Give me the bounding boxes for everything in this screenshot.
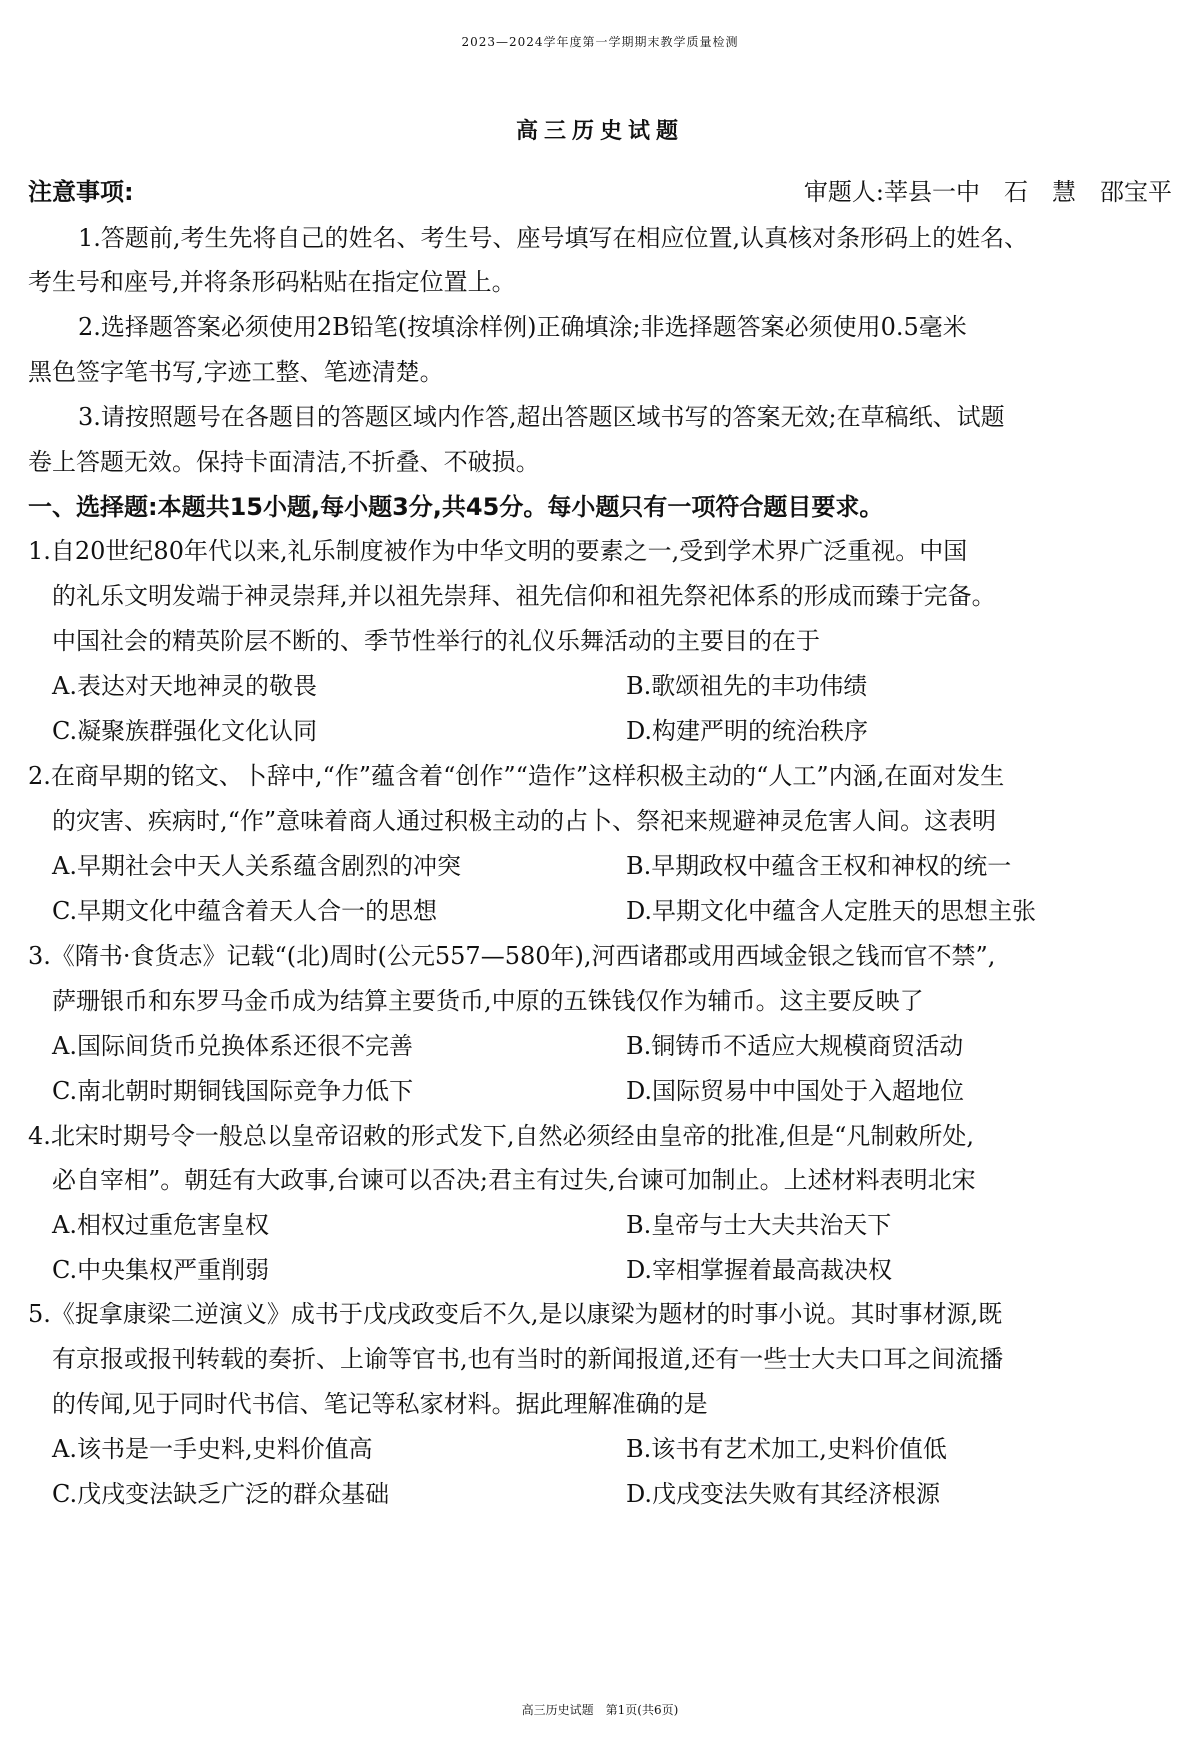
question-3-line-1: 3.《隋书·食货志》记载“(北)周时(公元557—580年),河西诸郡或用西域金银之钱而官不禁”, bbox=[28, 942, 996, 970]
question-4-option-a: A.相权过重危害皇权 bbox=[52, 1211, 269, 1239]
question-1-option-b: B.歌颂祖先的丰功伟绩 bbox=[626, 672, 868, 700]
question-2-option-d: D.早期文化中蕴含人定胜天的思想主张 bbox=[626, 897, 1037, 925]
question-1-line-3: 中国社会的精英阶层不断的、季节性举行的礼仪乐舞活动的主要目的在于 bbox=[52, 627, 820, 655]
question-4-option-d: D.宰相掌握着最高裁决权 bbox=[626, 1256, 893, 1284]
reviewer-line: 审题人:莘县一中 石 慧 邵宝平 bbox=[803, 178, 1172, 206]
question-5-option-a: A.该书是一手史料,史料价值高 bbox=[52, 1435, 373, 1463]
question-4-option-b: B.皇帝与士大夫共治天下 bbox=[626, 1211, 892, 1239]
question-1-option-d: D.构建严明的统治秩序 bbox=[626, 717, 869, 745]
notice-item-3-line-1: 3.请按照题号在各题目的答题区域内作答,超出答题区域书写的答案无效;在草稿纸、试题 bbox=[78, 403, 1005, 431]
question-4-option-c: C.中央集权严重削弱 bbox=[52, 1256, 270, 1284]
question-5-option-b: B.该书有艺术加工,史料价值低 bbox=[626, 1435, 947, 1463]
question-1-option-a: A.表达对天地神灵的敬畏 bbox=[52, 672, 317, 700]
question-2-line-2: 的灾害、疾病时,“作”意味着商人通过积极主动的占卜、祭祀来规避神灵危害人间。这表明 bbox=[52, 807, 997, 835]
question-2-option-a: A.早期社会中天人关系蕴含剧烈的冲突 bbox=[52, 852, 461, 880]
question-5-line-1: 5.《捉拿康梁二逆演义》成书于戊戌政变后不久,是以康梁为题材的时事小说。其时事材源,既 bbox=[28, 1300, 1003, 1328]
question-1-line-1: 1.自20世纪80年代以来,礼乐制度被作为中华文明的要素之一,受到学术界广泛重视。中国 bbox=[28, 537, 968, 565]
notice-item-2-line-2: 黑色签字笔书写,字迹工整、笔迹清楚。 bbox=[28, 358, 444, 386]
question-3-option-b: B.铜铸币不适应大规模商贸活动 bbox=[626, 1032, 964, 1060]
question-5-option-c: C.戊戌变法缺乏广泛的群众基础 bbox=[52, 1480, 390, 1508]
question-3-line-2: 萨珊银币和东罗马金币成为结算主要货币,中原的五铢钱仅作为辅币。这主要反映了 bbox=[52, 987, 924, 1015]
question-5-line-2: 有京报或报刊转载的奏折、上谕等官书,也有当时的新闻报道,还有一些士大夫口耳之间流播 bbox=[52, 1345, 1004, 1373]
question-3-option-a: A.国际间货币兑换体系还很不完善 bbox=[52, 1032, 413, 1060]
notice-item-2-line-1: 2.选择题答案必须使用2B铅笔(按填涂样例)正确填涂;非选择题答案必须使用0.5毫米 bbox=[78, 313, 967, 341]
notice-item-1-line-1: 1.答题前,考生先将自己的姓名、考生号、座号填写在相应位置,认真核对条形码上的姓名、 bbox=[78, 224, 1029, 252]
question-2-option-c: C.早期文化中蕴含着天人合一的思想 bbox=[52, 897, 438, 925]
question-3-option-d: D.国际贸易中中国处于入超地位 bbox=[626, 1077, 965, 1105]
question-3-option-c: C.南北朝时期铜钱国际竞争力低下 bbox=[52, 1077, 414, 1105]
question-5-line-3: 的传闻,见于同时代书信、笔记等私家材料。据此理解准确的是 bbox=[52, 1390, 708, 1418]
exam-title: 2023—2024学年度第一学期期末教学质量检测 bbox=[461, 35, 739, 49]
notice-item-1-line-2: 考生号和座号,并将条形码粘贴在指定位置上。 bbox=[28, 268, 516, 296]
subject-title: 高三历史试题 bbox=[515, 119, 684, 144]
page-footer: 高三历史试题 第1页(共6页) bbox=[521, 1703, 679, 1717]
question-4-line-2: 必自宰相”。朝廷有大政事,台谏可以否决;君主有过失,台谏可加制止。上述材料表明北宋 bbox=[52, 1166, 976, 1194]
section-heading: 一、选择题:本题共15小题,每小题3分,共45分。每小题只有一项符合题目要求。 bbox=[28, 493, 884, 521]
notice-heading: 注意事项: bbox=[28, 178, 134, 206]
question-1-option-c: C.凝聚族群强化文化认同 bbox=[52, 717, 318, 745]
question-4-line-1: 4.北宋时期号令一般总以皇帝诏敕的形式发下,自然必须经由皇帝的批准,但是“凡制敕所处, bbox=[28, 1122, 975, 1150]
question-2-line-1: 2.在商早期的铭文、卜辞中,“作”蕴含着“创作”“造作”这样积极主动的“人工”内涵,在面对发生 bbox=[28, 762, 1005, 790]
notice-item-3-line-2: 卷上答题无效。保持卡面清洁,不折叠、不破损。 bbox=[28, 448, 540, 476]
question-2-option-b: B.早期政权中蕴含王权和神权的统一 bbox=[626, 852, 1012, 880]
question-5-option-d: D.戊戌变法失败有其经济根源 bbox=[626, 1480, 941, 1508]
question-1-line-2: 的礼乐文明发端于神灵崇拜,并以祖先崇拜、祖先信仰和祖先祭祀体系的形成而臻于完备。 bbox=[52, 582, 996, 610]
